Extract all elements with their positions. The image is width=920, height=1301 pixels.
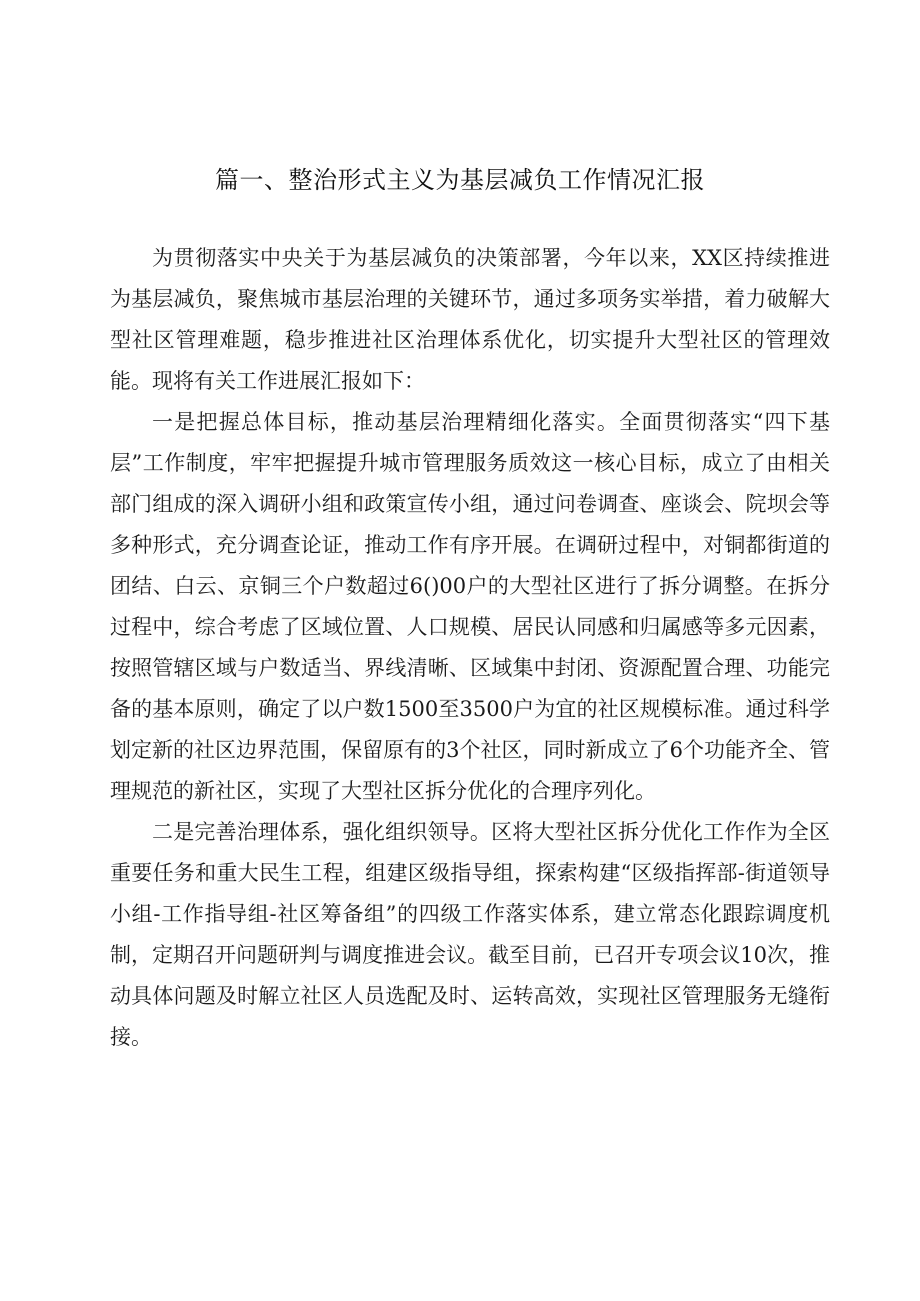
document-body	[110, 238, 830, 1058]
document-title: 篇一、整治形式主义为基层减负工作情况汇报	[215, 166, 705, 194]
paragraph-intro: 为贯彻落实中央关于为基层减负的决策部署，今年以来，XX区持续推进为基层减负，聚焦城市基层治理的关键环节，通过多项务实举措，着力破解大型社区管理难题，稳步推进社区治理体系优化，切实提升大型社区的管理效能。现将有关工作进展汇报如下：	[110, 246, 830, 393]
paragraph-system: 二是完善治理体系，强化组织领导。区将大型社区拆分优化工作作为全区重要任务和重大民生工程，组建区级指导组，探索构建“区级指挥部-街道领导小组-工作指导组-社区筹备组”的四级工作落实体系，建立常态化跟踪调度机制，定期召开问题研判与调度推进会议。截至目前，已召开专项会议10次，推动具体问题及时解立社区人员选配及时、运转高效，实现社区管理服务无缝衔接。	[110, 820, 830, 1049]
paragraph-goal: 一是把握总体目标，推动基层治理精细化落实。全面贯彻落实“四下基层”工作制度，牢牢把握提升城市管理服务质效这一核心目标，成立了由相关部门组成的深入调研小组和政策宣传小组，通过问卷调查、座谈会、院坝会等多种形式，充分调查论证，推动工作有序开展。在调研过程中，对铜都街道的团结、白云、京铜三个户数超过6()00户的大型社区进行了拆分调整。在拆分过程中，综合考虑了区域位置、人口规模、居民认同感和归属感等多元因素，按照管辖区域与户数适当、界线清晰、区域集中封闭、资源配置合理、功能完备的基本原则，确定了以户数1500至3500户为宜的社区规模标准。通过科学划定新的社区边界范围，保留原有的3个社区，同时新成立了6个功能齐全、管理规范的新社区，实现了大型社区拆分优化的合理序列化。	[110, 410, 830, 803]
